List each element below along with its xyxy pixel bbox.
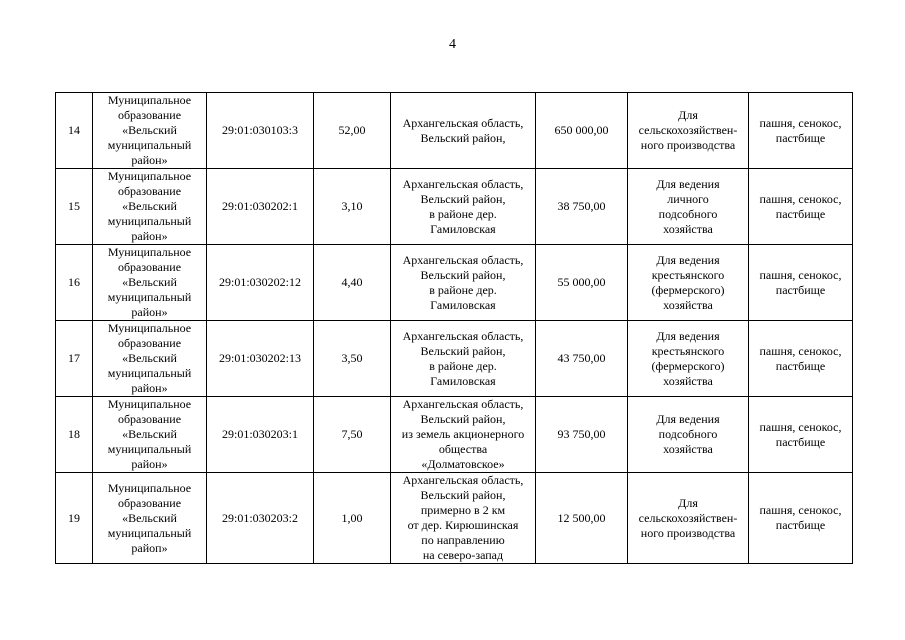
purpose-cell: Для ведения крестьянского (фермерского) хозяйства [628,245,749,321]
land-use-cell: пашня, сенокос, пастбище [749,397,853,473]
row-number-cell: 18 [56,397,93,473]
location-cell: Архангельская область, Вельский район, [391,93,536,169]
purpose-cell: Для сельскохозяйствен- ного производства [628,473,749,564]
land-use-cell: пашня, сенокос, пастбище [749,321,853,397]
area-cell: 52,00 [314,93,391,169]
owner-cell: Муниципальное образование «Вельский муниципальный район» [93,321,207,397]
price-cell: 12 500,00 [536,473,628,564]
area-cell: 3,10 [314,169,391,245]
location-cell: Архангельская область, Вельский район, в районе дер. Гамиловская [391,245,536,321]
row-number-cell: 14 [56,93,93,169]
page-number: 4 [449,37,456,52]
owner-cell: Муниципальное образование «Вельский муниципальный район» [93,397,207,473]
owner-cell: Муниципальное образование «Вельский муниципальный райоп» [93,473,207,564]
row-number-cell: 17 [56,321,93,397]
land-use-cell: пашня, сенокос, пастбище [749,245,853,321]
table-row [56,93,853,169]
owner-cell: Муниципальное образование «Вельский муниципальный район» [93,169,207,245]
area-cell: 1,00 [314,473,391,564]
owner-cell: Муниципальное образование «Вельский муниципальный район» [93,245,207,321]
location-cell: Архангельская область, Вельский район, из земель акционерного общества «Долматовское» [391,397,536,473]
price-cell: 38 750,00 [536,169,628,245]
cadastral-number-cell: 29:01:030202:13 [207,321,314,397]
land-use-cell: пашня, сенокос, пастбище [749,473,853,564]
purpose-cell: Для ведения подсобного хозяйства [628,397,749,473]
price-cell: 55 000,00 [536,245,628,321]
table-row [56,473,853,564]
land-use-cell: пашня, сенокос, пастбище [749,169,853,245]
row-number-cell: 15 [56,169,93,245]
price-cell: 93 750,00 [536,397,628,473]
cadastral-number-cell: 29:01:030202:1 [207,169,314,245]
table-row [56,169,853,245]
owner-cell: Муниципальное образование «Вельский муниципальный район» [93,93,207,169]
location-cell: Архангельская область, Вельский район, в районе дер. Гамиловская [391,321,536,397]
purpose-cell: Для сельскохозяйствен- ного производства [628,93,749,169]
area-cell: 3,50 [314,321,391,397]
table-row [56,245,853,321]
location-cell: Архангельская область, Вельский район, примерно в 2 км от дер. Кирюшинская по направлению на северо-запад [391,473,536,564]
land-use-cell: пашня, сенокос, пастбище [749,93,853,169]
cadastral-number-cell: 29:01:030203:2 [207,473,314,564]
table-row [56,321,853,397]
purpose-cell: Для ведения личного подсобного хозяйства [628,169,749,245]
purpose-cell: Для ведения крестьянского (фермерского) хозяйства [628,321,749,397]
row-number-cell: 19 [56,473,93,564]
location-cell: Архангельская область, Вельский район, в районе дер. Гамиловская [391,169,536,245]
table-row [56,397,853,473]
table-body [56,93,853,564]
area-cell: 7,50 [314,397,391,473]
area-cell: 4,40 [314,245,391,321]
price-cell: 43 750,00 [536,321,628,397]
cadastral-number-cell: 29:01:030203:1 [207,397,314,473]
cadastral-number-cell: 29:01:030103:3 [207,93,314,169]
cadastral-number-cell: 29:01:030202:12 [207,245,314,321]
price-cell: 650 000,00 [536,93,628,169]
land-plots-table [55,92,853,564]
row-number-cell: 16 [56,245,93,321]
